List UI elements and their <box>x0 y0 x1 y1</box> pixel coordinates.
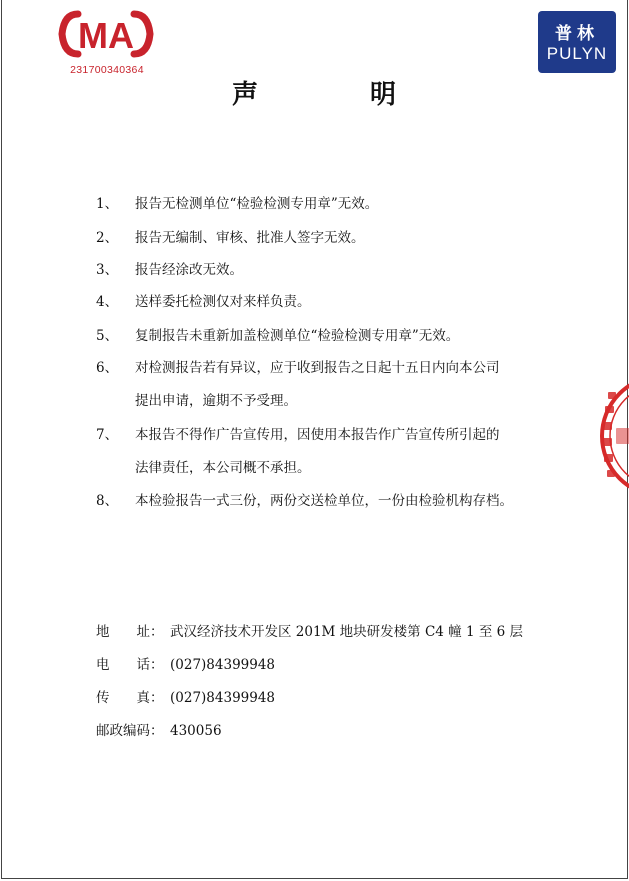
item-8-num: 8、 <box>96 493 119 509</box>
item-6-line2: 提出申请，逾期不予受理。 <box>135 393 297 409</box>
title-part2: 明 <box>370 80 397 110</box>
item-8-text: 本检验报告一式三份，两份交送检单位，一份由检验机构存档。 <box>135 493 513 509</box>
item-3-num: 3、 <box>96 262 119 278</box>
red-seal-stamp <box>596 372 629 500</box>
address-label: 地 址： <box>96 624 164 640</box>
postal-label: 邮政编码： <box>96 723 164 739</box>
item-1-num: 1、 <box>96 196 119 212</box>
item-5-text: 复制报告未重新加盖检测单位“检验检测专用章”无效。 <box>135 328 460 344</box>
item-4-text: 送样委托检测仅对来样负责。 <box>135 294 311 310</box>
fax-value: (027)84399948 <box>170 690 276 706</box>
address-value: 武汉经济技术开发区 201M 地块研发楼第 C4 幢 1 至 6 层 <box>170 624 524 640</box>
contact-phone <box>96 653 275 673</box>
item-6-line1: 对检测报告若有异议，应于收到报告之日起十五日内向本公司 <box>135 360 500 376</box>
cma-number: 231700340364 <box>70 64 144 76</box>
item-7-num: 7、 <box>96 427 119 443</box>
item-2-num: 2、 <box>96 230 119 246</box>
item-3-text: 报告经涂改无效。 <box>135 262 243 278</box>
fax-label: 传 真： <box>96 690 164 706</box>
item-1-text: 报告无检测单位“检验检测专用章”无效。 <box>135 196 379 212</box>
pulyn-logo <box>538 11 616 73</box>
cma-logo-text: MA <box>78 15 134 56</box>
title-part1: 声 <box>232 80 259 110</box>
brand-en: PULYN <box>546 44 608 63</box>
contact-fax <box>96 686 275 706</box>
item-7-line1: 本报告不得作广告宣传用，因使用本报告作广告宣传所引起的 <box>135 427 500 443</box>
postal-value: 430056 <box>170 723 222 739</box>
item-7-line2: 法律责任，本公司概不承担。 <box>135 460 311 476</box>
item-4-num: 4、 <box>96 294 119 310</box>
cma-logo <box>58 8 154 60</box>
phone-value: (027)84399948 <box>170 657 276 673</box>
item-5-num: 5、 <box>96 328 119 344</box>
contact-postal <box>96 719 222 739</box>
contact-address <box>96 620 523 640</box>
brand-cn: 普林 <box>555 24 599 43</box>
item-6-num: 6、 <box>96 360 119 376</box>
phone-label: 电 话： <box>96 657 164 673</box>
item-2-text: 报告无编制、审核、批准人签字无效。 <box>135 230 365 246</box>
